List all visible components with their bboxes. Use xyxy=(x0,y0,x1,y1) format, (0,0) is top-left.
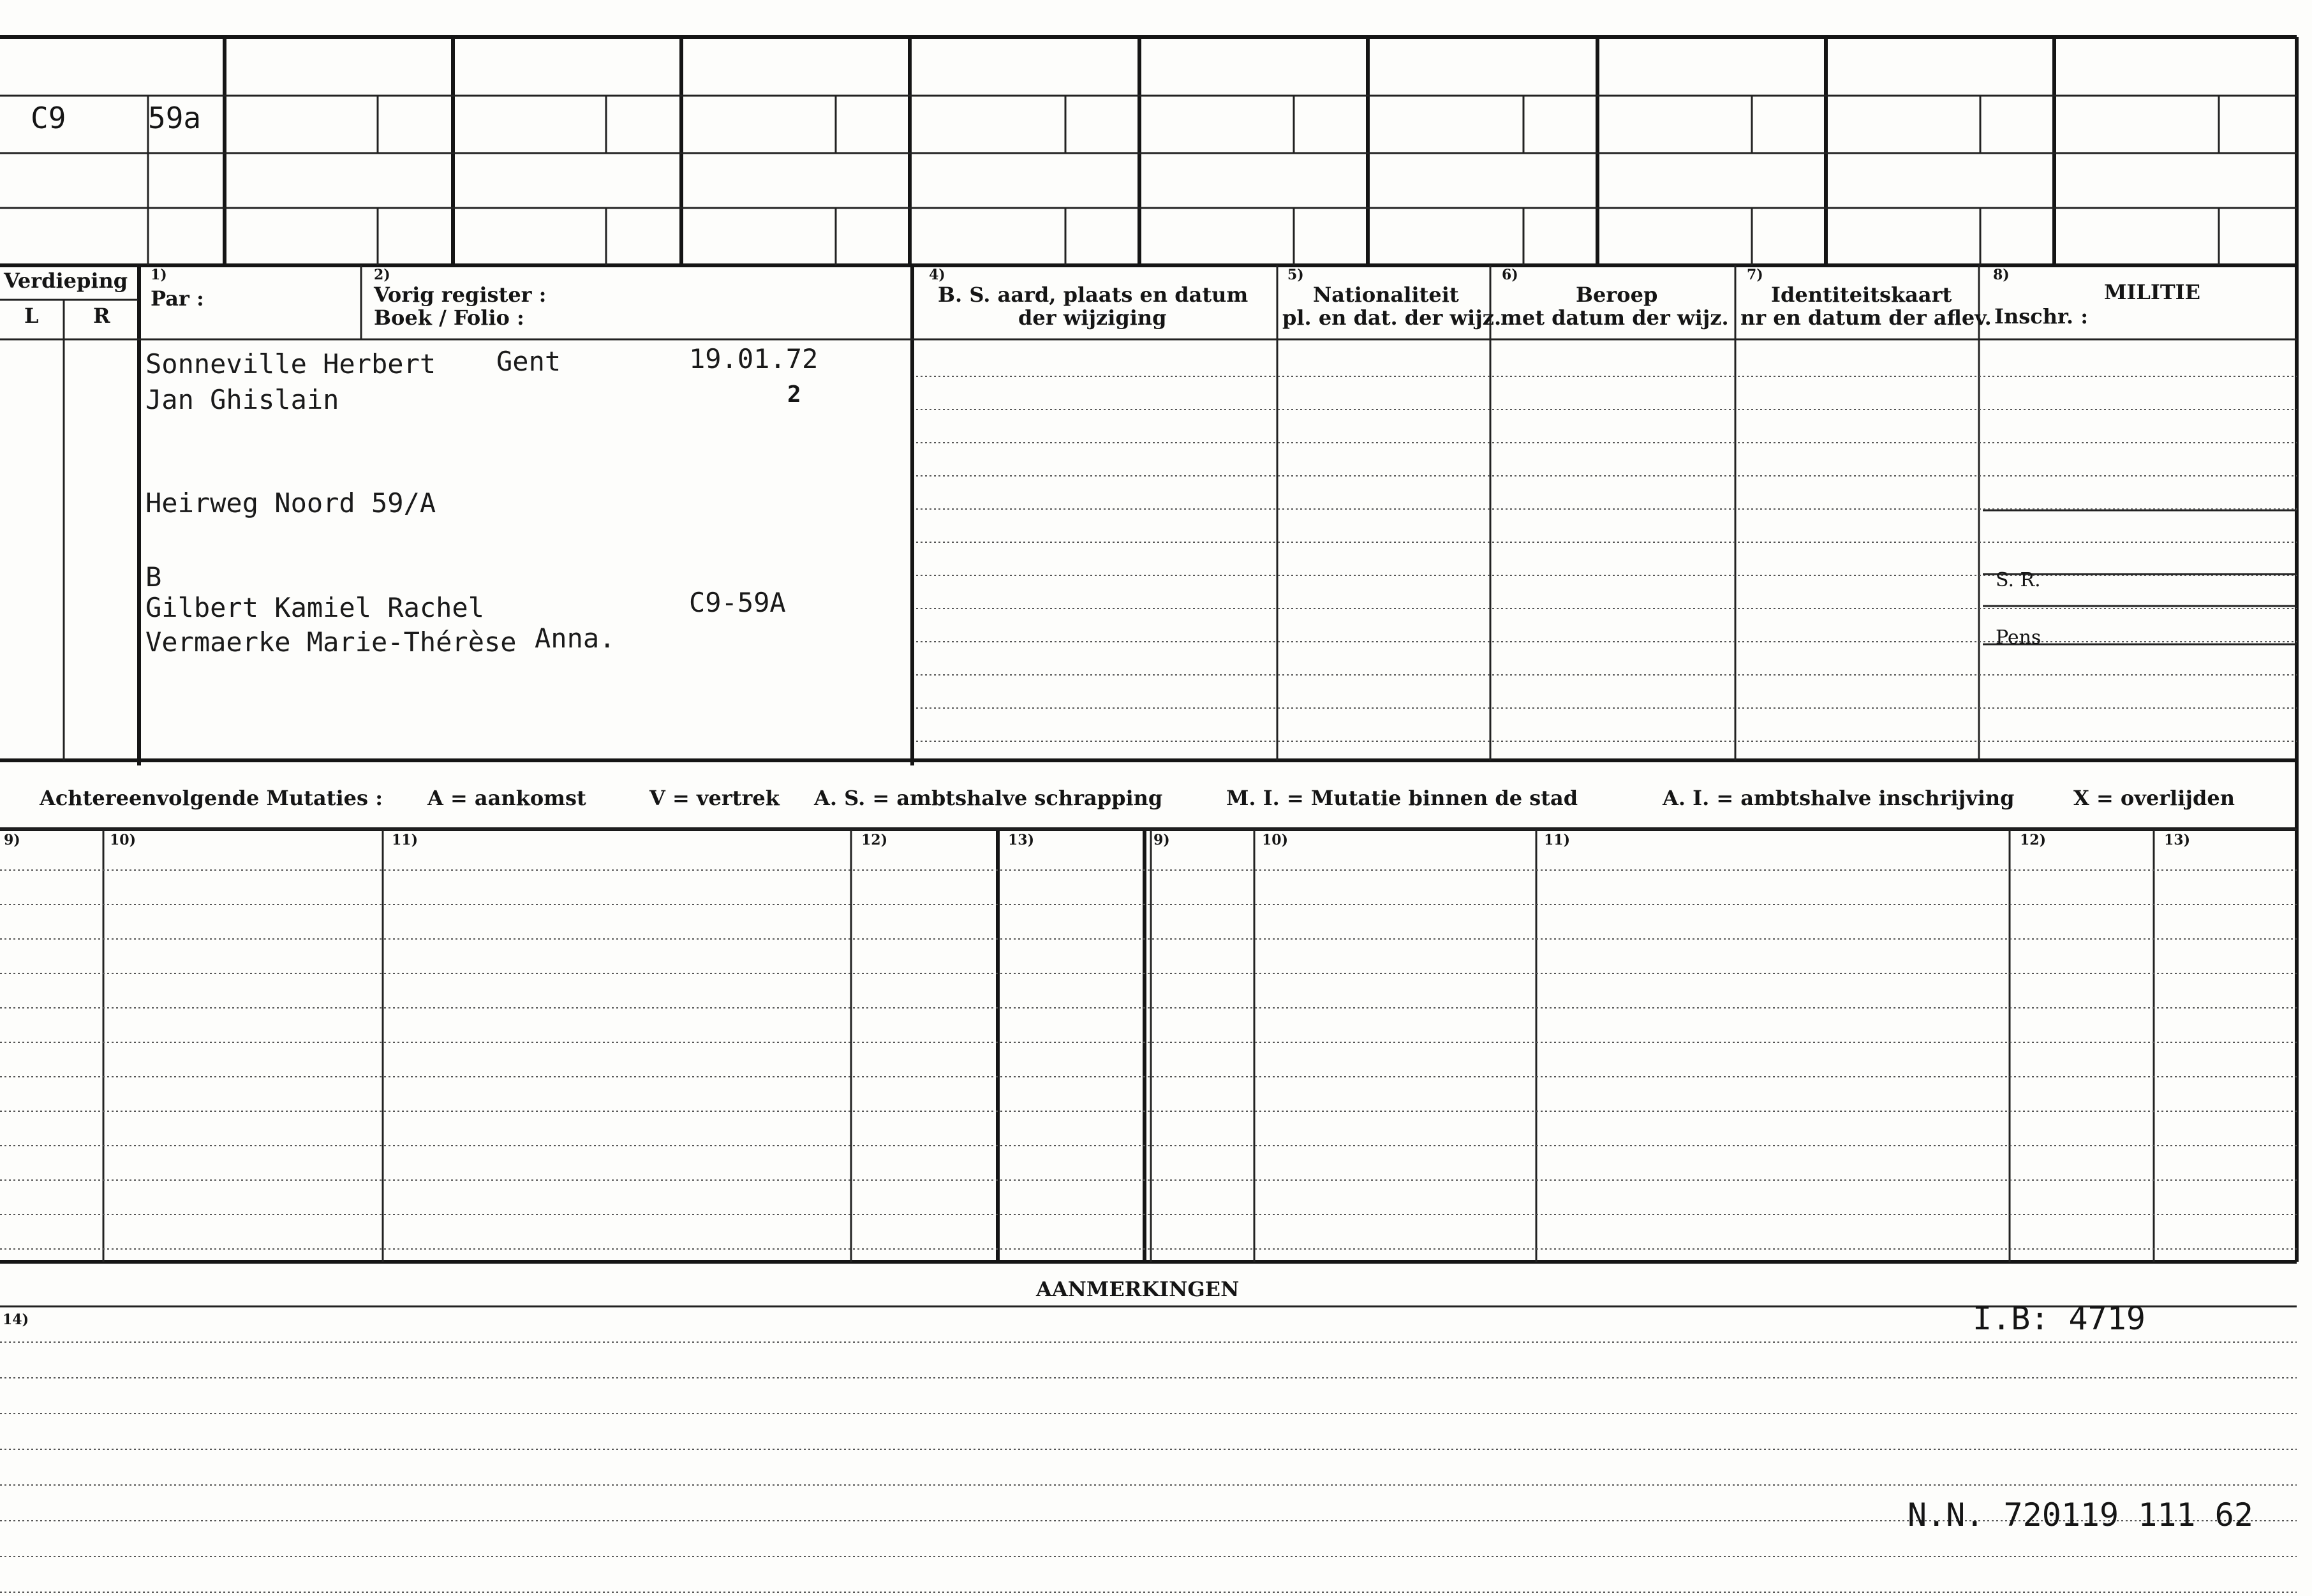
legend-v: V = vertrek xyxy=(649,786,780,810)
legend-mi: M. I. = Mutatie binnen de stad xyxy=(1226,786,1578,810)
col2-number: 2) xyxy=(374,267,390,283)
remarks-number: 14) xyxy=(3,1312,29,1328)
mut-col11-b: 11) xyxy=(1544,832,1571,848)
entry-mother: Vermaerke Marie-Thérèse xyxy=(145,626,517,658)
col6-label-line2: met datum der wijz. xyxy=(1501,306,1729,330)
entry-name: Sonneville Herbert xyxy=(145,348,436,380)
col7-label-line1: Identiteitskaart xyxy=(1771,283,1952,307)
pens-label: Pens xyxy=(1996,626,2042,649)
entry-date: 19.01.72 xyxy=(689,343,819,374)
col5-label-line1: Nationaliteit xyxy=(1313,283,1459,307)
legend-a: A = aankomst xyxy=(427,786,586,810)
col6-number: 6) xyxy=(1502,267,1518,283)
legend-x: X = overlijden xyxy=(2073,786,2235,810)
entry-b-mark: B xyxy=(145,561,162,593)
col7-label-line2: nr en datum der aflev. xyxy=(1740,306,1992,330)
col1-label: Par : xyxy=(151,286,204,311)
mut-col13-a: 13) xyxy=(1008,832,1035,848)
col2-label-line1: Vorig register : xyxy=(374,283,547,307)
col4-number: 4) xyxy=(929,267,945,283)
remarks-nn: N.N. 720119 111 62 xyxy=(1908,1496,2253,1533)
col6-label-line1: Beroep xyxy=(1576,283,1658,307)
mut-col12-b: 12) xyxy=(2020,832,2047,848)
top-code-right: 59a xyxy=(148,101,202,135)
col8-inschr: Inschr. : xyxy=(1994,304,2089,329)
mut-col11-a: 11) xyxy=(392,832,419,848)
remarks-title: AANMERKINGEN xyxy=(1036,1277,1240,1301)
legend-title: Achtereenvolgende Mutaties : xyxy=(40,786,383,810)
l-label: L xyxy=(24,304,39,328)
mut-col9-b: 9) xyxy=(1153,832,1170,848)
col5-label-line2: pl. en dat. der wijz. xyxy=(1282,306,1502,330)
verdieping-label: Verdieping xyxy=(4,269,128,293)
mut-col13-b: 13) xyxy=(2164,832,2191,848)
col1-number: 1) xyxy=(151,267,167,283)
entry-mark: 2 xyxy=(787,381,801,408)
remarks-ib: I.B: 4719 xyxy=(1973,1300,2145,1337)
col5-number: 5) xyxy=(1287,267,1304,283)
col8-label: MILITIE xyxy=(2104,280,2201,304)
entry-father: Gilbert Kamiel Rachel xyxy=(145,592,485,623)
entry-place: Gent xyxy=(496,346,561,377)
r-label: R xyxy=(93,304,110,328)
entry-mother-extra: Anna. xyxy=(535,623,616,654)
entry-given-cont: Jan Ghislain xyxy=(145,384,339,415)
mut-col12-a: 12) xyxy=(861,832,888,848)
col2-label-line2: Boek / Folio : xyxy=(374,306,524,330)
col7-number: 7) xyxy=(1747,267,1763,283)
top-code-left: C9 xyxy=(31,101,66,135)
entry-address: Heirweg Noord 59/A xyxy=(145,487,436,519)
legend-as: A. S. = ambtshalve schrapping xyxy=(814,786,1163,810)
mut-col10-a: 10) xyxy=(110,832,137,848)
sr-label: S. R. xyxy=(1996,569,2041,591)
mut-col9-a: 9) xyxy=(4,832,20,848)
col4-label-line1: B. S. aard, plaats en datum xyxy=(938,283,1249,307)
entry-ref: C9-59A xyxy=(689,587,786,618)
mut-col10-b: 10) xyxy=(1262,832,1289,848)
col4-label-line2: der wijziging xyxy=(1018,306,1167,330)
legend-ai: A. I. = ambtshalve inschrijving xyxy=(1663,786,2015,810)
col8-number: 8) xyxy=(1993,267,2010,283)
